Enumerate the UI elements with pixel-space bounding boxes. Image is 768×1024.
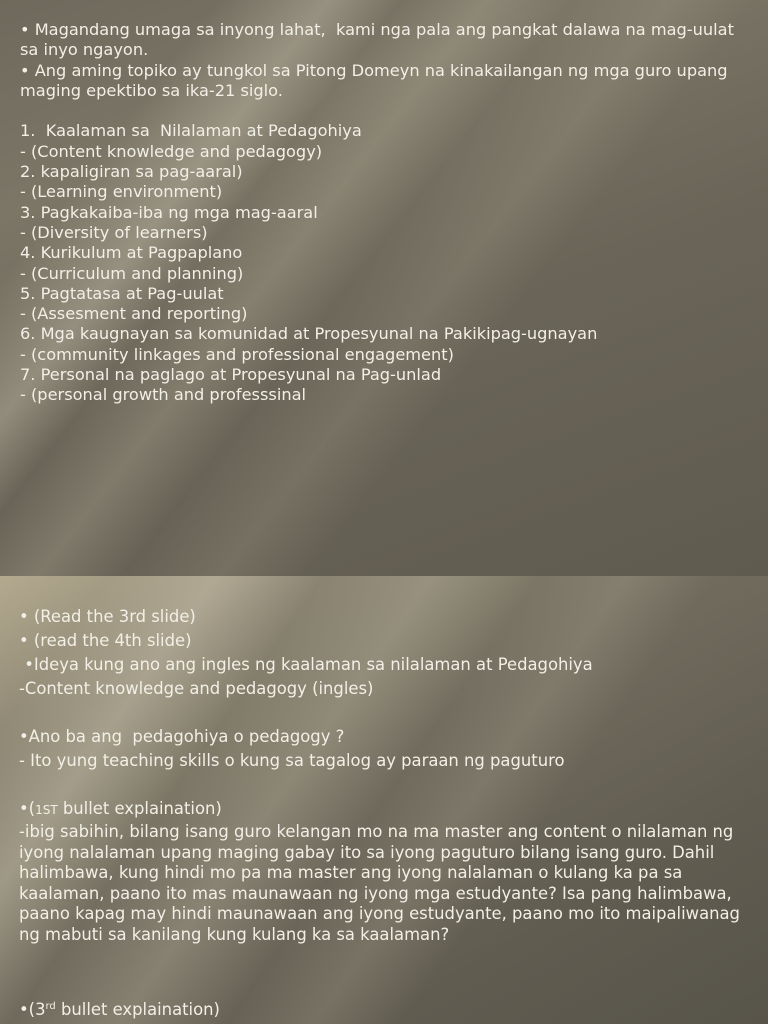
heading-prefix: •( [19,799,36,818]
domain-2: 2. kapaligiran sa pag-aaral) [20,162,243,182]
note-read-3rd-slide: • (Read the 3rd slide) [19,607,196,626]
heading-superscript: rd [45,1001,56,1012]
domain-6-english: - (community linkages and professional engagement) [20,344,454,364]
domain-5-english: - (Assesment and reporting) [20,304,248,324]
note-1st-bullet-heading [19,797,746,822]
domain-7-english: - (personal growth and professsinal [20,385,307,405]
domain-3-english: - (Diversity of learners) [20,222,208,242]
heading-suffix: bullet explaination) [55,1000,220,1019]
spacer [19,773,746,797]
note-1st-bullet-explanation: -ibig sabihin, bilang isang guro kelangan mo na ma master ang content o nilalaman ng iyong nalalaman upang maging gabay ito sa iyong paguturo bilang isang guro. Dahil halimbawa, kung hindi mo pa ma master ang iyong nalalaman o kulang ka pa sa kaalaman, paano ito mas maunawaan ng iyong mga estudyante? Isa pang halimbawa, paano kapag may hindi maunawaan ang iyong estudyante, paano mo ito maipaliwanag ng mabuti sa kanilang kung kulang ka sa kaalaman? [19,822,740,944]
spacer [19,969,746,995]
heading-suffix: bullet explaination) [57,799,222,818]
heading-ordinal: 1ST [35,803,58,817]
spacer [20,101,746,121]
domain-6: 6. Mga kaugnayan sa komunidad at Propesyunal na Pakikipag-ugnayan [20,324,598,344]
domain-2-english: - (Learning environment) [20,182,223,202]
bullet-topic: • Ang aming topiko ay tungkol sa Pitong Domeyn na kinakailangan ng mga guro upang maging epektibo sa ika-21 siglo. [20,60,733,100]
heading-prefix: •(3 [19,1000,46,1019]
domain-3: 3. Pagkakaiba-iba ng mga mag-aaral [20,202,318,222]
note-idea-english: •Ideya kung ano ang ingles ng kaalaman sa nilalaman at Pedagohiya [19,655,593,674]
domain-1: 1. Kaalaman sa Nilalaman at Pedagohiya [20,121,362,141]
domain-4-english: - (Curriculum and planning) [20,263,244,283]
domain-7: 7. Personal na paglago at Propesyunal na Pag-unlad [20,365,442,385]
slide-1-text [20,20,746,406]
note-3rd-bullet-heading [19,995,746,1022]
slide-2 [0,576,768,1024]
spacer [19,701,746,725]
slide-2-text [19,605,746,1022]
domain-4: 4. Kurikulum at Pagpaplano [20,243,243,263]
note-read-4th-slide: • (read the 4th slide) [19,631,192,650]
domain-5: 5. Pagtatasa at Pag-uulat [20,283,224,303]
note-answer-pedagogy: - Ito yung teaching skills o kung sa tagalog ay paraan ng paguturo [19,751,565,770]
spacer [19,945,746,969]
domain-1-english: - (Content knowledge and pedagogy) [20,141,323,161]
note-content-knowledge: -Content knowledge and pedagogy (ingles) [19,679,374,698]
bullet-greeting: • Magandang umaga sa inyong lahat, kami nga pala ang pangkat dalawa na mag-uulat sa inyo ngayon. [20,20,740,60]
note-question-pedagogy: •Ano ba ang pedagohiya o pedagogy ? [19,727,345,746]
